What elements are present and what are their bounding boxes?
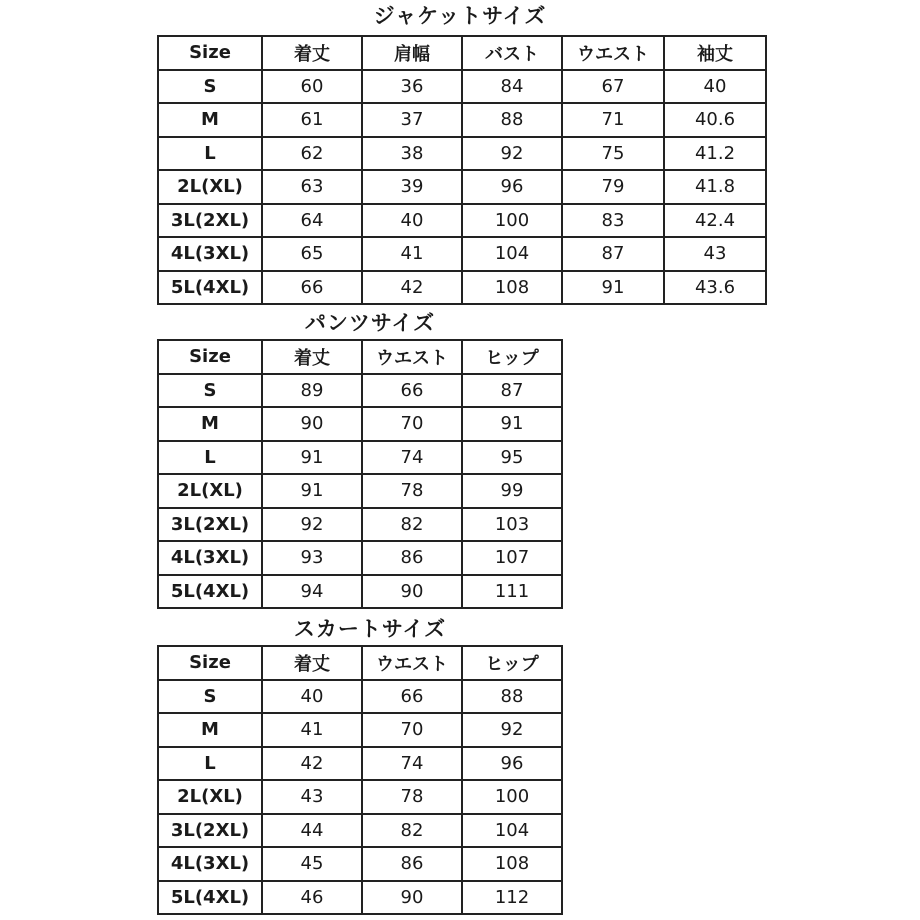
jacket-header-cell: Size xyxy=(158,36,262,70)
skirt-value-cell: 44 xyxy=(262,814,362,848)
skirt-value-cell: 43 xyxy=(262,780,362,814)
skirt-value-cell: 78 xyxy=(362,780,462,814)
jacket-value-cell: 40 xyxy=(664,70,766,104)
pants-size-title: パンツサイズ xyxy=(304,311,436,335)
jacket-size-table xyxy=(157,35,767,305)
pants-size-label-cell: 4L(3XL) xyxy=(158,541,262,575)
pants-value-cell: 93 xyxy=(262,541,362,575)
jacket-value-cell: 60 xyxy=(262,70,362,104)
jacket-value-cell: 37 xyxy=(362,103,462,137)
pants-value-cell: 89 xyxy=(262,374,362,408)
jacket-value-cell: 39 xyxy=(362,170,462,204)
jacket-size-label-cell: M xyxy=(158,103,262,137)
jacket-value-cell: 88 xyxy=(462,103,562,137)
jacket-size-label-cell: 3L(2XL) xyxy=(158,204,262,238)
pants-value-cell: 87 xyxy=(462,374,562,408)
skirt-value-cell: 66 xyxy=(362,680,462,714)
jacket-value-cell: 67 xyxy=(562,70,664,104)
jacket-header-cell: 肩幅 xyxy=(362,36,462,70)
pants-value-cell: 91 xyxy=(262,474,362,508)
jacket-value-cell: 84 xyxy=(462,70,562,104)
skirt-table-row xyxy=(158,713,562,747)
skirt-size-label-cell: 2L(XL) xyxy=(158,780,262,814)
jacket-table-row xyxy=(158,170,766,204)
pants-value-cell: 66 xyxy=(362,374,462,408)
pants-value-cell: 90 xyxy=(262,407,362,441)
pants-table-row xyxy=(158,441,562,475)
skirt-value-cell: 112 xyxy=(462,881,562,915)
jacket-value-cell: 36 xyxy=(362,70,462,104)
jacket-value-cell: 64 xyxy=(262,204,362,238)
skirt-value-cell: 45 xyxy=(262,847,362,881)
jacket-value-cell: 43.6 xyxy=(664,271,766,305)
jacket-table-row xyxy=(158,204,766,238)
pants-value-cell: 99 xyxy=(462,474,562,508)
skirt-size-label-cell: 5L(4XL) xyxy=(158,881,262,915)
jacket-value-cell: 42.4 xyxy=(664,204,766,238)
jacket-header-row xyxy=(158,36,766,70)
jacket-value-cell: 75 xyxy=(562,137,664,171)
jacket-table-row xyxy=(158,70,766,104)
pants-header-cell: ウエスト xyxy=(362,340,462,374)
skirt-table-row xyxy=(158,814,562,848)
jacket-table-body xyxy=(158,36,766,304)
pants-table-row xyxy=(158,374,562,408)
pants-size-label-cell: 3L(2XL) xyxy=(158,508,262,542)
pants-header-cell: 着丈 xyxy=(262,340,362,374)
jacket-table-row xyxy=(158,237,766,271)
pants-value-cell: 94 xyxy=(262,575,362,609)
pants-table-row xyxy=(158,407,562,441)
skirt-header-cell: ヒップ xyxy=(462,646,562,680)
pants-size-label-cell: S xyxy=(158,374,262,408)
skirt-value-cell: 104 xyxy=(462,814,562,848)
skirt-value-cell: 40 xyxy=(262,680,362,714)
pants-table-row xyxy=(158,575,562,609)
pants-value-cell: 70 xyxy=(362,407,462,441)
jacket-value-cell: 38 xyxy=(362,137,462,171)
pants-value-cell: 107 xyxy=(462,541,562,575)
pants-table-row xyxy=(158,508,562,542)
jacket-value-cell: 40.6 xyxy=(664,103,766,137)
pants-table-body xyxy=(158,340,562,608)
skirt-table-row xyxy=(158,847,562,881)
jacket-size-label-cell: 2L(XL) xyxy=(158,170,262,204)
skirt-value-cell: 92 xyxy=(462,713,562,747)
skirt-value-cell: 100 xyxy=(462,780,562,814)
pants-table-row xyxy=(158,541,562,575)
pants-value-cell: 91 xyxy=(262,441,362,475)
pants-header-cell: Size xyxy=(158,340,262,374)
jacket-header-cell: 袖丈 xyxy=(664,36,766,70)
jacket-size-label-cell: 4L(3XL) xyxy=(158,237,262,271)
jacket-value-cell: 108 xyxy=(462,271,562,305)
jacket-value-cell: 40 xyxy=(362,204,462,238)
skirt-size-label-cell: S xyxy=(158,680,262,714)
skirt-value-cell: 46 xyxy=(262,881,362,915)
jacket-header-cell: 着丈 xyxy=(262,36,362,70)
jacket-header-cell: ウエスト xyxy=(562,36,664,70)
jacket-value-cell: 43 xyxy=(664,237,766,271)
pants-value-cell: 78 xyxy=(362,474,462,508)
jacket-value-cell: 65 xyxy=(262,237,362,271)
jacket-value-cell: 104 xyxy=(462,237,562,271)
pants-table-row xyxy=(158,474,562,508)
jacket-value-cell: 91 xyxy=(562,271,664,305)
pants-size-table xyxy=(157,339,563,609)
pants-value-cell: 74 xyxy=(362,441,462,475)
skirt-value-cell: 90 xyxy=(362,881,462,915)
skirt-size-label-cell: 4L(3XL) xyxy=(158,847,262,881)
skirt-header-cell: ウエスト xyxy=(362,646,462,680)
skirt-size-title: スカートサイズ xyxy=(293,617,447,641)
jacket-table-row xyxy=(158,103,766,137)
pants-size-label-cell: L xyxy=(158,441,262,475)
skirt-value-cell: 108 xyxy=(462,847,562,881)
jacket-size-label-cell: S xyxy=(158,70,262,104)
skirt-value-cell: 96 xyxy=(462,747,562,781)
skirt-size-label-cell: L xyxy=(158,747,262,781)
pants-size-label-cell: 2L(XL) xyxy=(158,474,262,508)
jacket-table-row xyxy=(158,137,766,171)
skirt-table-body xyxy=(158,646,562,914)
pants-value-cell: 95 xyxy=(462,441,562,475)
skirt-table-row xyxy=(158,881,562,915)
jacket-value-cell: 71 xyxy=(562,103,664,137)
pants-value-cell: 90 xyxy=(362,575,462,609)
skirt-value-cell: 88 xyxy=(462,680,562,714)
jacket-value-cell: 87 xyxy=(562,237,664,271)
pants-size-label-cell: M xyxy=(158,407,262,441)
jacket-table-row xyxy=(158,271,766,305)
pants-value-cell: 103 xyxy=(462,508,562,542)
jacket-value-cell: 96 xyxy=(462,170,562,204)
skirt-value-cell: 70 xyxy=(362,713,462,747)
skirt-header-cell: 着丈 xyxy=(262,646,362,680)
skirt-table-row xyxy=(158,747,562,781)
skirt-table-row xyxy=(158,780,562,814)
pants-value-cell: 111 xyxy=(462,575,562,609)
pants-value-cell: 92 xyxy=(262,508,362,542)
skirt-value-cell: 74 xyxy=(362,747,462,781)
pants-size-label-cell: 5L(4XL) xyxy=(158,575,262,609)
jacket-value-cell: 41 xyxy=(362,237,462,271)
skirt-header-cell: Size xyxy=(158,646,262,680)
jacket-value-cell: 79 xyxy=(562,170,664,204)
jacket-value-cell: 92 xyxy=(462,137,562,171)
jacket-value-cell: 62 xyxy=(262,137,362,171)
jacket-value-cell: 83 xyxy=(562,204,664,238)
skirt-value-cell: 86 xyxy=(362,847,462,881)
jacket-value-cell: 41.8 xyxy=(664,170,766,204)
skirt-value-cell: 41 xyxy=(262,713,362,747)
jacket-size-label-cell: L xyxy=(158,137,262,171)
skirt-size-label-cell: 3L(2XL) xyxy=(158,814,262,848)
jacket-size-title: ジャケットサイズ xyxy=(373,4,547,28)
skirt-size-table xyxy=(157,645,563,915)
jacket-value-cell: 42 xyxy=(362,271,462,305)
jacket-size-label-cell: 5L(4XL) xyxy=(158,271,262,305)
jacket-header-cell: バスト xyxy=(462,36,562,70)
pants-value-cell: 82 xyxy=(362,508,462,542)
jacket-value-cell: 41.2 xyxy=(664,137,766,171)
pants-header-row xyxy=(158,340,562,374)
pants-header-cell: ヒップ xyxy=(462,340,562,374)
skirt-header-row xyxy=(158,646,562,680)
skirt-table-row xyxy=(158,680,562,714)
skirt-size-label-cell: M xyxy=(158,713,262,747)
jacket-value-cell: 66 xyxy=(262,271,362,305)
pants-value-cell: 86 xyxy=(362,541,462,575)
skirt-value-cell: 82 xyxy=(362,814,462,848)
jacket-value-cell: 100 xyxy=(462,204,562,238)
skirt-value-cell: 42 xyxy=(262,747,362,781)
jacket-value-cell: 63 xyxy=(262,170,362,204)
jacket-value-cell: 61 xyxy=(262,103,362,137)
pants-value-cell: 91 xyxy=(462,407,562,441)
